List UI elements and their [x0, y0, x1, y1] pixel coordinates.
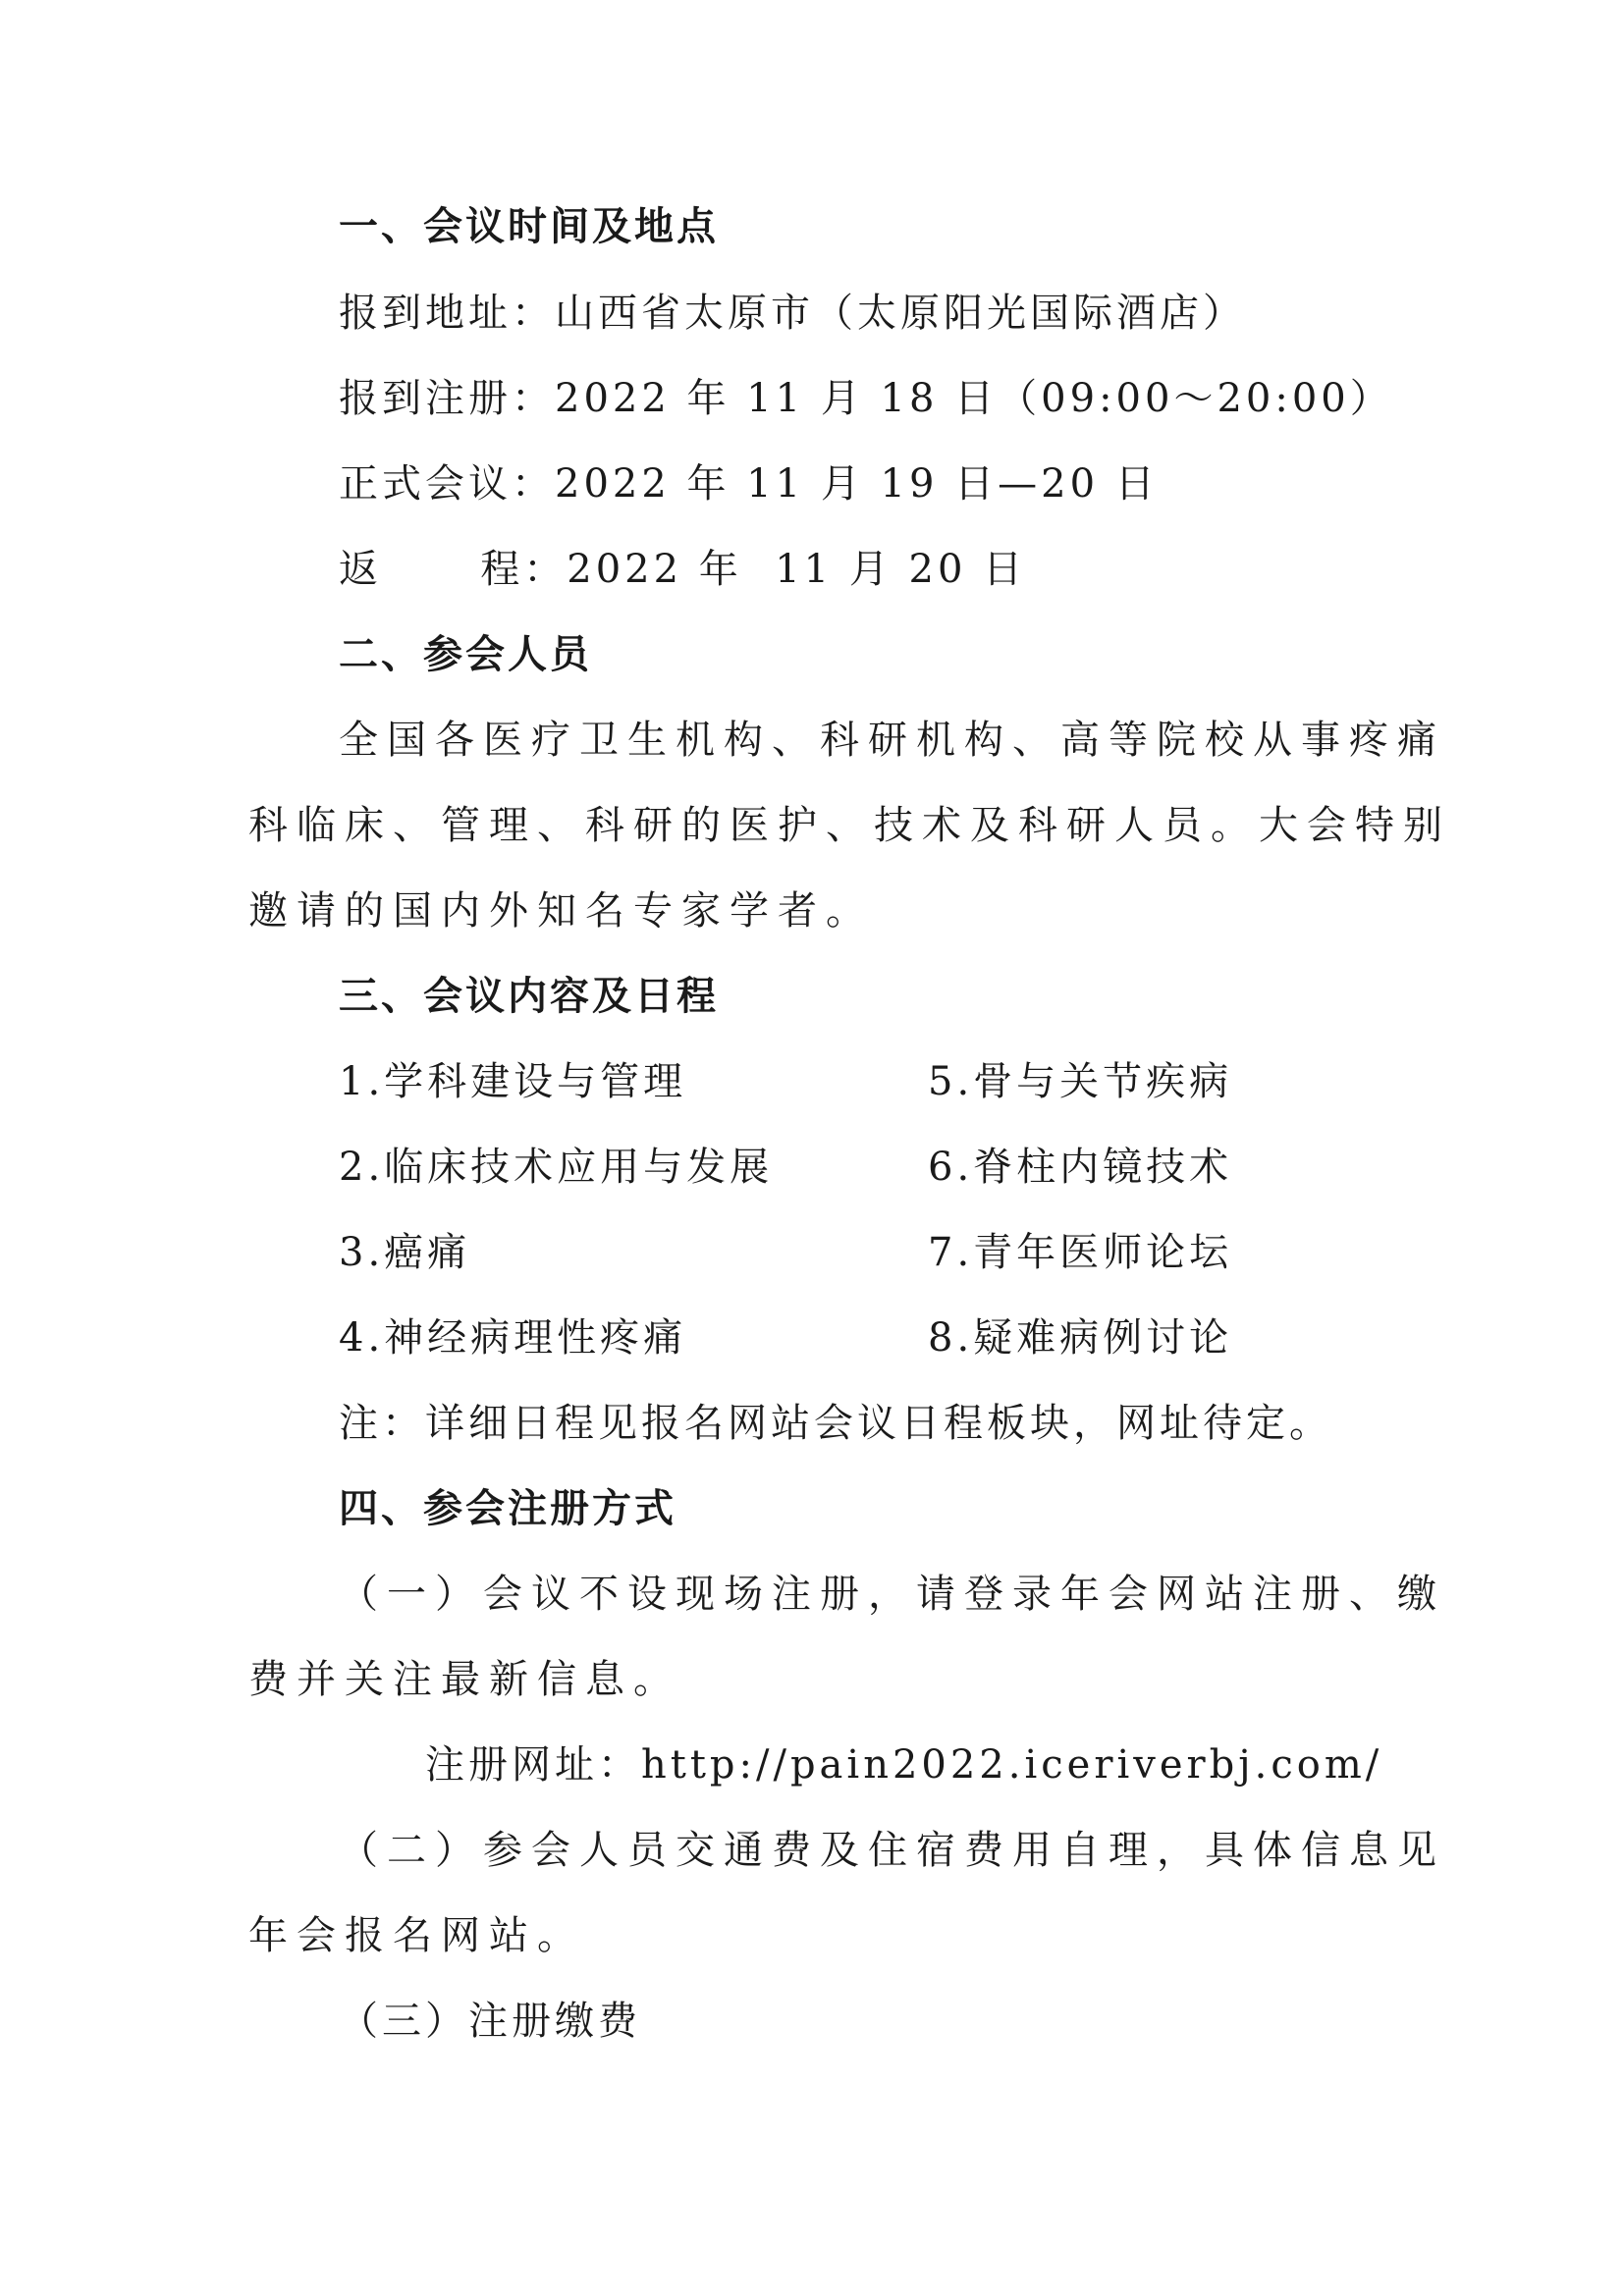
section2-paragraph-line: 邀请的国内外知名专家学者。 — [248, 888, 874, 934]
registration-website: 注册网址：http://pain2022.iceriverbj.com/ — [425, 1742, 1383, 1788]
topic-item: 1.学科建设与管理 — [339, 1059, 687, 1104]
section4-item2-line: （二）参会人员交通费及住宿费用自理，具体信息见 — [339, 1828, 1445, 1873]
topic-item: 2.临床技术应用与发展 — [339, 1145, 774, 1190]
section4-item1-line: 费并关注最新信息。 — [248, 1657, 681, 1702]
section1-heading: 一、会议时间及地点 — [339, 204, 719, 249]
section1-return-trip: 返 程：2022 年 11 月 20 日 — [339, 547, 1027, 592]
section3-note: 注：详细日程见报名网站会议日程板块，网址待定。 — [339, 1401, 1332, 1446]
section2-paragraph-line: 全国各医疗卫生机构、科研机构、高等院校从事疼痛 — [339, 718, 1445, 763]
topic-item: 7.青年医师论坛 — [928, 1230, 1233, 1275]
topic-item: 3.癌痛 — [339, 1230, 471, 1275]
section1-address: 报到地址：山西省太原市（太原阳光国际酒店） — [339, 291, 1246, 336]
section2-heading: 二、参会人员 — [339, 632, 592, 677]
section1-conference: 正式会议：2022 年 11 月 19 日—20 日 — [339, 461, 1159, 507]
topic-item: 6.脊柱内镜技术 — [928, 1145, 1233, 1190]
section4-heading: 四、参会注册方式 — [339, 1486, 676, 1531]
section4-item2-line: 年会报名网站。 — [248, 1913, 585, 1958]
section2-paragraph-line: 科临床、管理、科研的医护、技术及科研人员。大会特别 — [248, 803, 1451, 848]
section4-item3: （三）注册缴费 — [339, 1999, 641, 2044]
section4-item1-line: （一）会议不设现场注册，请登录年会网站注册、缴 — [339, 1572, 1445, 1617]
section1-registration: 报到注册：2022 年 11 月 18 日（09:00～20:00） — [339, 376, 1393, 421]
topic-item: 5.骨与关节疾病 — [928, 1059, 1233, 1104]
topic-item: 4.神经病理性疼痛 — [339, 1315, 687, 1361]
section3-heading: 三、会议内容及日程 — [339, 974, 719, 1019]
topic-item: 8.疑难病例讨论 — [928, 1315, 1233, 1361]
